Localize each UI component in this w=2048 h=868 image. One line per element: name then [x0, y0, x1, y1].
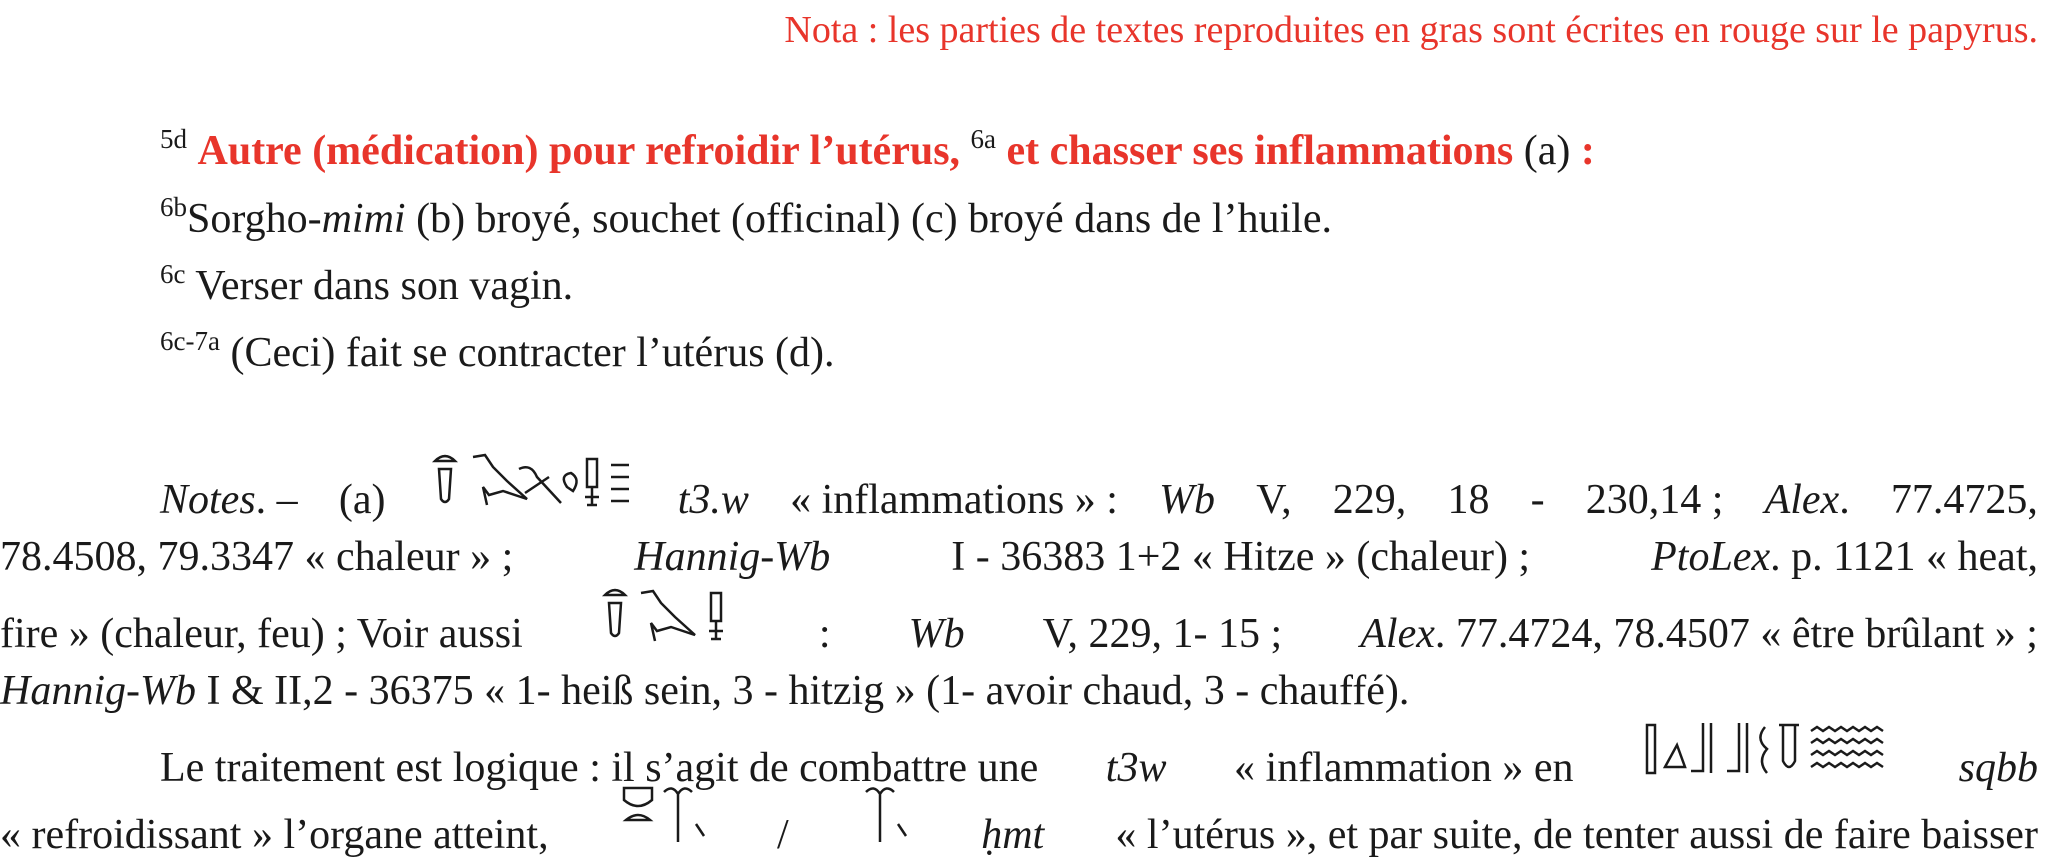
text: 229, — [1332, 477, 1407, 523]
ref-alex: Alex — [1360, 611, 1435, 657]
hieroglyph-hmt-2-icon — [860, 782, 910, 848]
ref-6a: 6a — [970, 124, 997, 154]
notes-line-5 — [160, 725, 2038, 801]
recipe-line-3 — [160, 253, 2038, 323]
text: « refroidissant » l’organe atteint, — [0, 812, 549, 858]
text: fire » (chaleur, feu) ; Voir aussi — [0, 611, 523, 657]
ref-6b: 6b — [160, 192, 187, 222]
text: : — [818, 611, 831, 657]
hieroglyph-sqbb-icon — [1641, 715, 1891, 781]
text: / — [777, 812, 789, 858]
notes-line-2 — [0, 524, 2038, 590]
notes-line-1 — [160, 457, 2038, 533]
ref-hannig-wb: Hannig-Wb — [634, 534, 831, 580]
text: 77.4725, — [1890, 477, 2038, 523]
ref-6c-7a: 6c-7a — [160, 326, 220, 356]
text: . — [1839, 477, 1850, 523]
term-hmt: ḥmt — [981, 812, 1045, 858]
text: V, — [1256, 477, 1292, 523]
recipe-colon: : — [1580, 128, 1595, 174]
hieroglyph-t3-icon — [601, 581, 741, 647]
text: 18 — [1447, 477, 1490, 523]
text: . – — [255, 477, 298, 523]
ref-alex: Alex — [1764, 477, 1840, 523]
term-sqbb: sqbb — [1958, 745, 2038, 791]
text: Sorgho- — [187, 196, 322, 242]
text: Verser dans son vagin. — [195, 263, 574, 309]
term-t3w: t3w — [1105, 745, 1167, 791]
ref-wb: Wb — [1159, 477, 1216, 523]
text: (b) broyé, souchet (officinal) (c) broyé dans de l’huile. — [416, 196, 1332, 242]
text: « inflammations » : — [790, 477, 1118, 523]
text: 230,14 ; — [1585, 477, 1724, 523]
text: « l’utérus », et par suite, de tenter aussi de faire baisser — [1115, 812, 2038, 858]
notes-line-3 — [0, 591, 2038, 667]
text: Le traitement est logique : il s’agit de combattre une — [160, 745, 1039, 791]
nota-note: Nota : les parties de textes reproduites en gras sont écrites en rouge sur le papyrus. — [784, 9, 2038, 51]
recipe-line-4 — [160, 320, 2038, 390]
text: (Ceci) fait se contracter l’utérus (d). — [230, 330, 835, 376]
recipe-title-2: et chasser ses inflammations — [1006, 128, 1514, 174]
ref-hannig-wb: Hannig-Wb — [0, 668, 196, 714]
note-ref-a: (a) — [1523, 128, 1571, 174]
ref-wb: Wb — [908, 611, 965, 657]
text: I - 36383 1+2 « Hitze » (chaleur) ; — [951, 534, 1531, 580]
text: 78.4508, 79.3347 « chaleur » ; — [0, 534, 514, 580]
text: V, 229, 1- 15 ; — [1042, 611, 1283, 657]
text: (a) — [338, 477, 386, 523]
term-mimi: mimi — [321, 196, 406, 242]
text: . 77.4724, 78.4507 « être brûlant » ; — [1434, 611, 2038, 657]
text: - — [1530, 477, 1545, 523]
term-t3w: t3.w — [677, 477, 749, 523]
recipe-title-1: Autre (médication) pour refroidir l’utérus, — [197, 128, 961, 174]
ref-ptolex: PtoLex — [1651, 534, 1771, 580]
ref-6c: 6c — [160, 259, 186, 289]
text: . p. 1121 « heat, — [1770, 534, 2038, 580]
notes-line-6 — [0, 792, 2038, 868]
recipe-line-2 — [160, 186, 2038, 256]
hieroglyph-t3w-icon — [427, 447, 637, 513]
text: « inflammation » en — [1234, 745, 1574, 791]
recipe-line-1 — [160, 118, 2038, 188]
notes-heading: Notes — [160, 477, 256, 523]
ref-5d: 5d — [160, 124, 187, 154]
text: I & II,2 - 36375 « 1- heiß sein, 3 - hitzig » (1- avoir chaud, 3 - chauffé). — [206, 668, 1410, 714]
hieroglyph-hmt-1-icon — [620, 782, 706, 848]
